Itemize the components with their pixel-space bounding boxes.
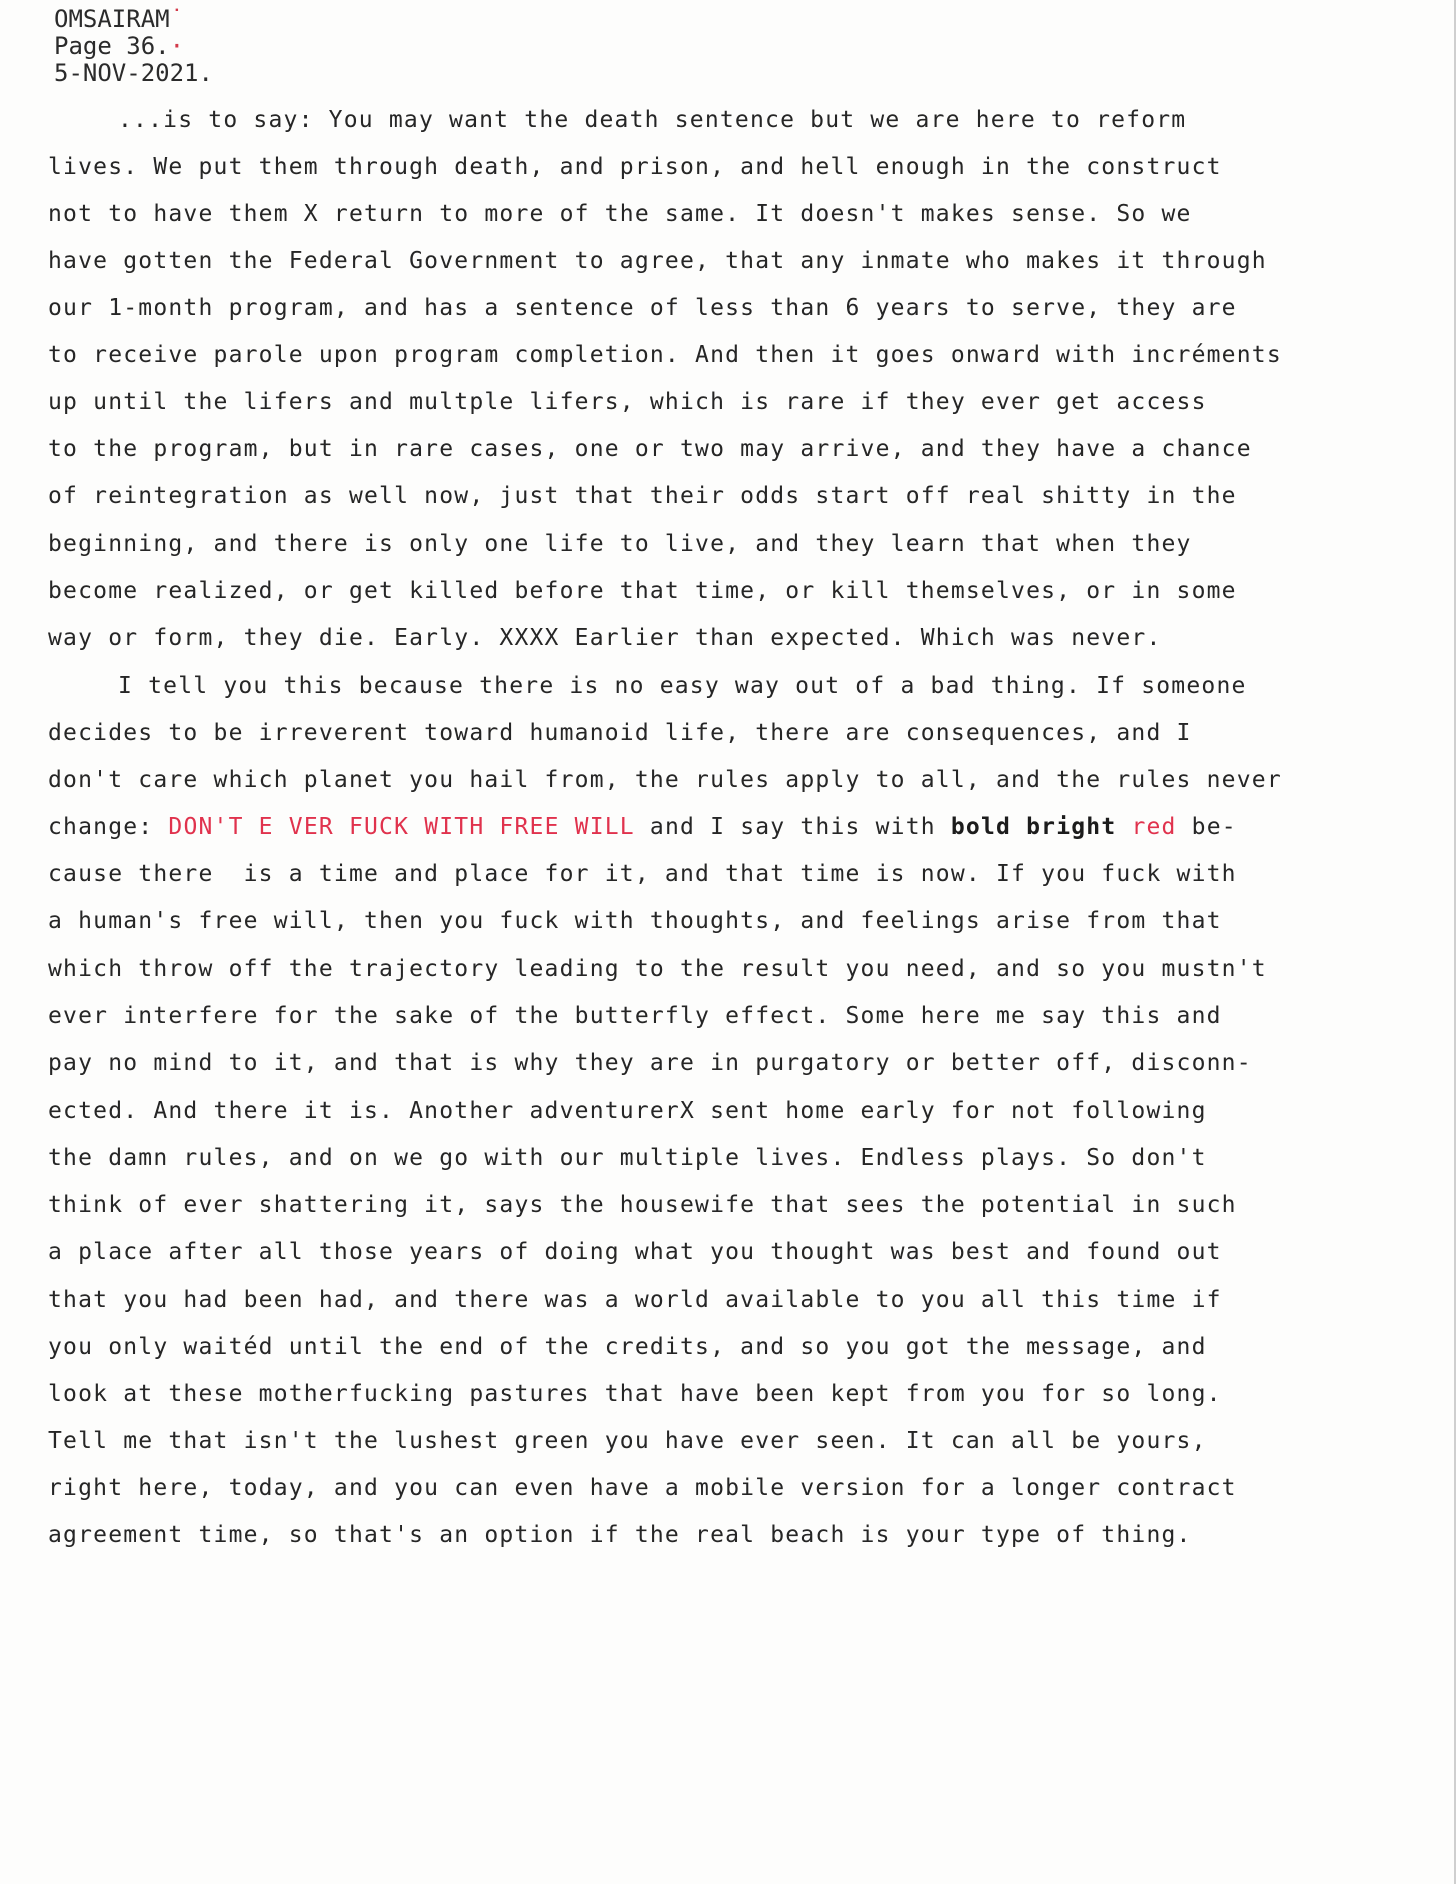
bold-text: bold bright xyxy=(950,814,1117,840)
text-line: ever interfere for the sake of the butterfly effect. Some here me say this and xyxy=(48,1003,1222,1029)
text-line: of reintegration as well now, just that their odds start off real shitty in the xyxy=(48,483,1237,509)
header-title: OMSAIRAM˙ xyxy=(54,5,185,33)
text-line: a human's free will, then you fuck with thoughts, and feelings arise from that xyxy=(48,908,1222,934)
text-line: lives. We put them through death, and prison, and hell enough in the construct xyxy=(48,154,1222,180)
text-line: decides to be irreverent toward humanoid life, there are consequences, and I xyxy=(48,720,1192,746)
text-line: to the program, but in rare cases, one or two may arrive, and they have a chance xyxy=(48,436,1252,462)
page-header xyxy=(54,6,213,87)
header-date: 5-NOV-2021. xyxy=(54,59,213,87)
text-line: become realized, or get killed before that time, or kill themselves, or in some xyxy=(48,578,1237,604)
text-line: think of ever shattering it, says the housewife that sees the potential in such xyxy=(48,1192,1237,1218)
text-line: that you had been had, and there was a world available to you all this time if xyxy=(48,1287,1222,1313)
text-line: pay no mind to it, and that is why they are in purgatory or better off, disconn- xyxy=(48,1050,1252,1076)
text-line: ...is to say: You may want the death sentence but we are here to reform xyxy=(118,107,1187,133)
text-line: agreement time, so that's an option if the real beach is your type of thing. xyxy=(48,1522,1192,1548)
text-line: Tell me that isn't the lushest green you have ever seen. It can all be yours, xyxy=(48,1428,1207,1454)
text-line: you only waitéd until the end of the credits, and so you got the message, and xyxy=(48,1334,1207,1360)
text-line: which throw off the trajectory leading to the result you need, and so you mustn't xyxy=(48,956,1267,982)
red-warning-text: DON'T E VER FUCK WITH FREE WILL xyxy=(168,814,635,840)
text-line: have gotten the Federal Government to agree, that any inmate who makes it through xyxy=(48,248,1267,274)
text-line: don't care which planet you hail from, the rules apply to all, and the rules never xyxy=(48,767,1282,793)
red-word: red xyxy=(1131,814,1177,840)
text-line-colored: change: DON'T E VER FUCK WITH FREE WILL and I say this with bold bright red be- xyxy=(48,814,1237,840)
text-line: right here, today, and you can even have a mobile version for a longer contract xyxy=(48,1475,1237,1501)
text-line: ected. And there it is. Another adventurerX sent home early for not following xyxy=(48,1098,1207,1124)
header-page-number: Page 36.· xyxy=(54,32,185,60)
text-line: cause there is a time and place for it, and that time is now. If you fuck with xyxy=(48,861,1237,887)
text-line: our 1-month program, and has a sentence of less than 6 years to serve, they are xyxy=(48,295,1237,321)
text-line: the damn rules, and on we go with our multiple lives. Endless plays. So don't xyxy=(48,1145,1207,1171)
text-line: beginning, and there is only one life to live, and they learn that when they xyxy=(48,531,1192,557)
text-line: look at these motherfucking pastures that have been kept from you for so long. xyxy=(48,1381,1222,1407)
text-line: I tell you this because there is no easy way out of a bad thing. If someone xyxy=(118,673,1247,699)
text-line: up until the lifers and multple lifers, which is rare if they ever get access xyxy=(48,389,1207,415)
text-line: a place after all those years of doing what you thought was best and found out xyxy=(48,1239,1222,1265)
text-line: way or form, they die. Early. XXXX Earlier than expected. Which was never. xyxy=(48,625,1162,651)
text-line: to receive parole upon program completion. And then it goes onward with incréments xyxy=(48,342,1282,368)
text-line: not to have them X return to more of the same. It doesn't makes sense. So we xyxy=(48,201,1192,227)
